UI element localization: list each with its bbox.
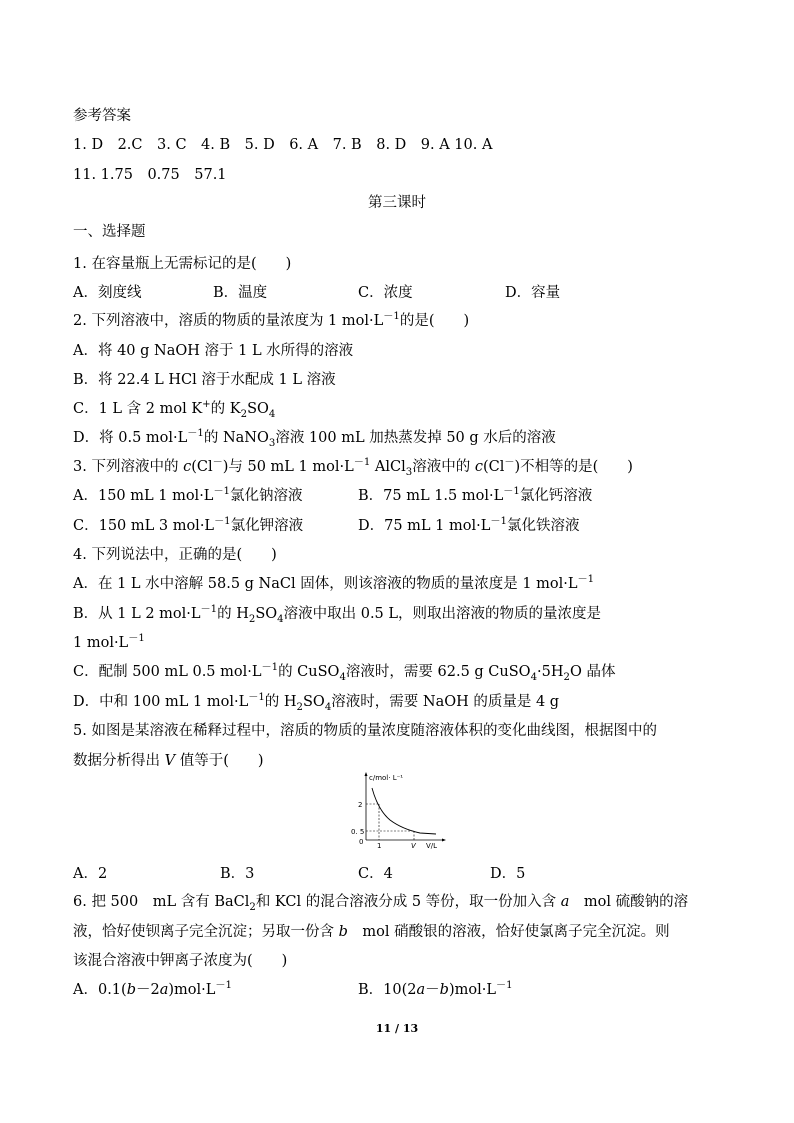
q2-option-b: B．将 22.4 L HCl 溶于水配成 1 L 溶液: [73, 372, 336, 388]
q4-option-d: D．中和 100 mL 1 $mol\cdot L^{-1}$的 $H_2SO_4$溶液时，需要 NaOH 的质量是 4 g: [73, 692, 560, 713]
q3-option-b: B．75 mL 1.5 $mol\cdot L^{-1}$氯化钙溶液: [358, 486, 593, 504]
q1-option-d: D．容量: [505, 285, 561, 301]
answers-title: 参考答案: [73, 108, 131, 124]
q6-option-a: A．$0.1(b-2a)mol\cdot L^{-1}$: [73, 980, 232, 998]
q6-option-b: B．$10(2a-b)mol\cdot L^{-1}$: [358, 980, 513, 998]
y-tick-0-5: 0. 5: [351, 828, 365, 836]
x-tick-v: V: [411, 842, 416, 850]
x-axis-label: V/L: [426, 842, 438, 850]
q1-option-a: A．刻度线: [73, 285, 142, 301]
q5-option-b: B．3: [220, 866, 255, 882]
q6-stem-line-2: 液，恰好使钡离子完全沉淀；另取一份含 b mol 硝酸银的溶液，恰好使氯离子完全沉淀。则: [73, 924, 670, 940]
q3-option-a: A．150 mL 1 $mol\cdot L^{-1}$氯化钠溶液: [73, 486, 303, 504]
q2-option-d: D．将 0.5 $mol\cdot L^{-1}$的 NaNO$_3$溶液 100 mL 加热蒸发掉 50 g 水后的溶液: [73, 428, 556, 449]
dilution-curve-figure: [350, 770, 450, 850]
q4-option-a: A．在 1 L 水中溶解 58.5 g NaCl 固体，则该溶液的物质的量浓度是 1 $mol\cdot L^{-1}$: [73, 574, 595, 592]
q4-stem: 4. 下列说法中，正确的是( ): [73, 547, 277, 563]
q5-option-c: C．4: [358, 866, 393, 882]
q2-stem: 2. 下列溶液中，溶质的物质的量浓度为 1 $mol\cdot L^{-1}$的是( ): [73, 311, 470, 329]
x-tick-1: 1: [377, 842, 382, 850]
q4-option-b-continued: 1 $mol\cdot L^{-1}$: [73, 633, 145, 651]
q1-stem: 1. 在容量瓶上无需标记的是( ): [73, 256, 292, 272]
q2-option-a: A．将 40 g NaOH 溶于 1 L 水所得的溶液: [73, 343, 354, 359]
section-title: 一、选择题: [73, 224, 146, 240]
q4-option-b: B．从 1 L 2 $mol\cdot L^{-1}$的 $H_2SO_4$溶液中取出 0.5 L，则取出溶液的物质的量浓度是: [73, 604, 602, 625]
y-tick-2: 2: [358, 801, 363, 809]
q6-stem-line-1: 6. 把 500 mL 含有 BaCl$_2$和 KCl 的混合溶液分成 5 等份，取一份加入含 a mol 硫酸钠的溶: [73, 894, 689, 913]
q6-stem-line-3: 该混合溶液中钾离子浓度为( ): [73, 953, 288, 969]
lesson-title: 第三课时: [368, 195, 426, 211]
answers-row-2: 11. 1.75 0.75 57.1: [73, 167, 227, 183]
q3-stem: 3. 下列溶液中的 c(Cl－)与 50 mL 1 $mol\cdot L^{-1}$ AlCl$_3$溶液中的 c(Cl－)不相等的是( ): [73, 457, 633, 478]
y-axis-arrow: [365, 772, 368, 776]
q1-option-b: B．温度: [213, 285, 268, 301]
q3-option-c: C．150 mL 3 $mol\cdot L^{-1}$氯化钾溶液: [73, 516, 304, 534]
q5-stem-line-1: 5. 如图是某溶液在稀释过程中，溶质的物质的量浓度随溶液体积的变化曲线图，根据图中的: [73, 723, 657, 739]
q3-option-d: D．75 mL 1 $mol\cdot L^{-1}$氯化铁溶液: [358, 516, 580, 534]
page-number: 11 / 13: [375, 1022, 419, 1035]
answers-row-1: 1. D 2.C 3. C 4. B 5. D 6. A 7. B 8. D 9. A 10. A: [73, 137, 493, 153]
q5-option-d: D．5: [490, 866, 526, 882]
concentration-curve: [372, 788, 436, 834]
q1-option-c: C．浓度: [358, 285, 413, 301]
origin-label: 0: [359, 838, 364, 846]
q5-stem-line-2: 数据分析得出 V 值等于( ): [73, 753, 264, 769]
q4-option-c: C．配制 500 mL 0.5 $mol\cdot L^{-1}$的 CuSO$_4$溶液时，需要 62.5 g $CuSO_4\cdot 5H_2O$ 晶体: [73, 662, 616, 683]
q2-option-c: C．1 L 含 2 mol K+的 $K_2SO_4$: [73, 399, 276, 420]
x-axis-arrow: [442, 839, 446, 842]
q5-option-a: A．2: [73, 866, 108, 882]
y-axis-label: c/mol· L⁻¹: [369, 774, 404, 782]
